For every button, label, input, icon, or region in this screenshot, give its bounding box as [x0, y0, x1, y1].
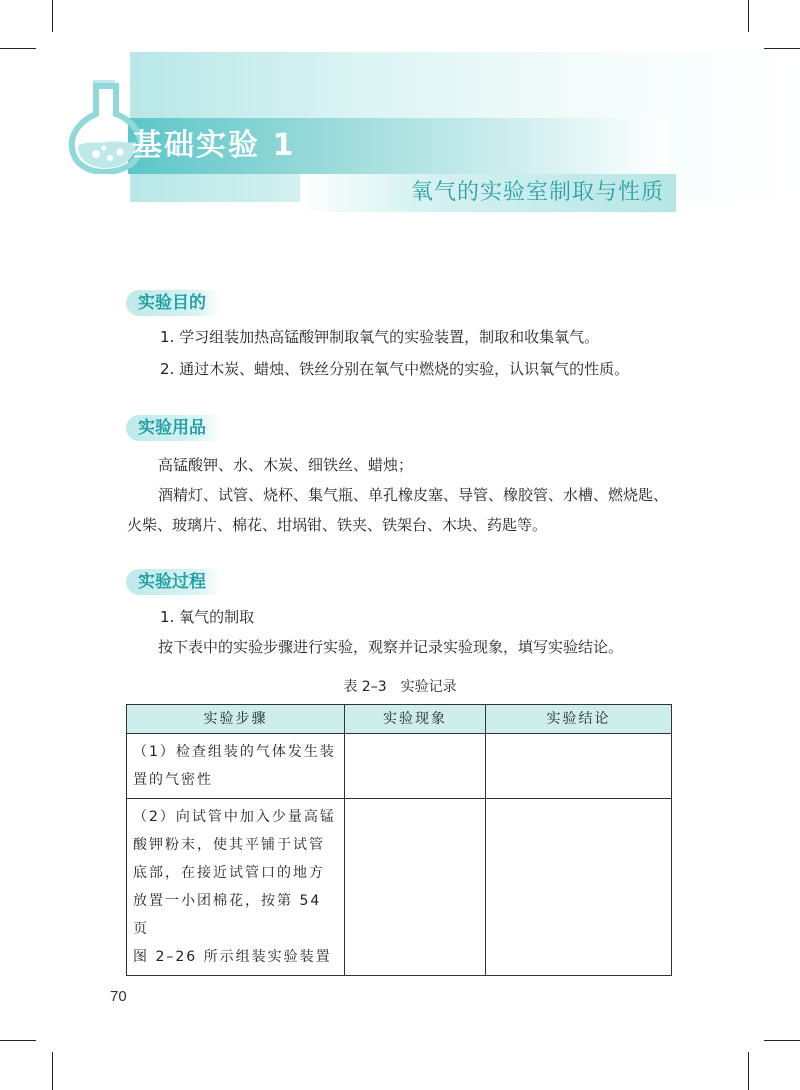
conclusion-cell[interactable]: [486, 799, 672, 976]
materials-line: 高锰酸钾、水、木炭、细铁丝、蜡烛；: [158, 456, 414, 474]
crop-mark: [0, 1040, 36, 1041]
step-line: 置的气密性: [133, 772, 213, 788]
crop-mark: [52, 0, 53, 32]
page-number: 70: [110, 988, 127, 1005]
table-header-cell: 实验现象: [345, 705, 486, 734]
step-line: 酸钾粉末，使其平铺于试管: [133, 837, 325, 853]
table-header-row: [127, 705, 672, 734]
section-heading-process: 实验过程: [126, 569, 220, 595]
step-line: 放置一小团棉花，按第 54 页: [133, 893, 322, 937]
conclusion-cell[interactable]: [486, 734, 672, 799]
page-subtitle: 氧气的实验室制取与性质: [410, 180, 664, 205]
materials-line: 酒精灯、试管、烧杯、集气瓶、单孔橡皮塞、导管、橡胶管、水槽、燃烧匙、: [158, 486, 669, 504]
process-instruction: 按下表中的实验步骤进行实验，观察并记录实验现象，填写实验结论。: [158, 638, 624, 656]
crop-mark: [764, 48, 800, 49]
step-line: （2）向试管中加入少量高锰: [133, 809, 336, 825]
table-row: [127, 734, 672, 799]
crop-mark: [748, 0, 749, 32]
crop-mark: [764, 1040, 800, 1041]
step-line: 图 2–26 所示组装实验装置: [133, 949, 332, 965]
page-title: 基础实验 1: [132, 128, 296, 163]
step-cell: [127, 799, 345, 976]
crop-mark: [748, 1052, 749, 1090]
phenomenon-cell[interactable]: [345, 799, 486, 976]
purpose-item: 1. 学习组装加热高锰酸钾制取氧气的实验装置，制取和收集氧气。: [160, 328, 600, 346]
experiment-record-table: [126, 704, 672, 976]
phenomenon-cell[interactable]: [345, 734, 486, 799]
step-cell: [127, 734, 345, 799]
crop-mark: [52, 1052, 53, 1090]
table-caption: 表 2–3 实验记录: [343, 679, 457, 695]
section-heading-materials: 实验用品: [126, 415, 220, 441]
table-row: [127, 799, 672, 976]
table-header-cell: 实验步骤: [127, 705, 345, 734]
materials-line: 火柴、玻璃片、棉花、坩埚钳、铁夹、铁架台、木块、药匙等。: [127, 516, 548, 534]
section-heading-purpose: 实验目的: [126, 290, 220, 316]
step-line: （1）检查组装的气体发生装: [133, 744, 336, 760]
crop-mark: [0, 48, 36, 49]
purpose-item: 2. 通过木炭、蜡烛、铁丝分别在氧气中燃烧的实验，认识氧气的性质。: [160, 360, 630, 378]
table-header-cell: 实验结论: [486, 705, 672, 734]
process-step-title: 1. 氧气的制取: [160, 608, 255, 626]
step-line: 底部，在接近试管口的地方: [133, 865, 325, 881]
